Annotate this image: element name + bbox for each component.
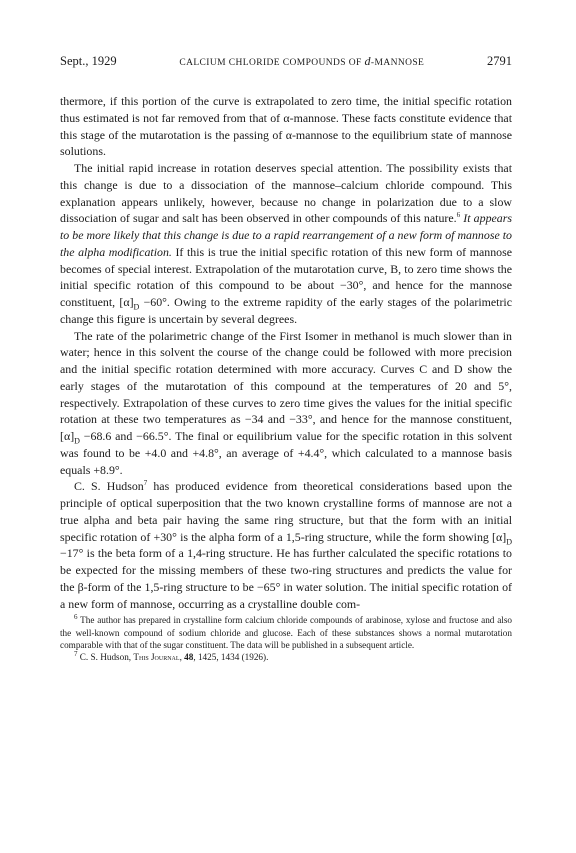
page-number: 2791 [487, 54, 512, 68]
footnote-ref-6[interactable]: 6 [456, 211, 461, 220]
footnote-7: $^7$ C. S. Hudson, This Journal, 48, 1425, 1434 (1926). [74, 650, 269, 663]
paragraph-1: thermore, if this portion of the curve is extrapolated to zero time, the initial specific rotation thus estimated is not far removed from that of α-mannose. These facts constitute evidence that this stage of the mutarotation is the passing of α-mannose to the equilibrium state of mannose solutions. [60, 94, 512, 159]
paragraph-3: The rate of the polarimetric change of the First Isomer in methanol is much slower than in water; hence in this solvent the course of the change could be followed with more precision and the initial specific rotation determined with more accuracy. Curves C and D show the early stages of the mutarotation of this compound at the temperatures of 20 and 5°, respectively. Extrapolation of these curves to zero time gives the values for the initial specific rotation at these two temperatures as −34 and −33°, and hence for the mannose constituent, $[\alpha]_D -68.6$ and −66.5°. The final or equilibrium value for the specific rotation in this solvent was found to be +4.0 and +4.8°, an average of +4.4°, which calculated to a mannose basis equals +8.9°. [60, 328, 512, 477]
header-date: Sept., 1929 [60, 54, 117, 68]
paragraph-4: C. S. Hudson$^7$ has produced evidence from theoretical considerations based upon the principle of optical superposition that the two known crystalline forms of mannose are not a true alpha and beta pair having the same ring structure, but that the form with an initial specific rotation of +30° is the alpha form of a 1,5-ring structure, while the form showing $[\alpha]_D -17^\circ$ is the beta form of a 1,4-ring structure. He has further calculated the specific rotations to be expected for the missing members of these two-ring structures and predicts the value for the β-form of the 1,5-ring structure to be −65° in water solution. The initial specific rotation of a new form of mannose, occurring as a crystalline double com- [60, 479, 513, 611]
article-body [60, 93, 512, 612]
footnote-6: $^6$ The author has prepared in crystalline form calcium chloride compounds of arabinose, xylose and fructose and also the well-known compound of sodium chloride and glucose. Each of these substances shows a normal mutarotation comparable with that of the sugar constituent. The data will be published in a subsequent article. [60, 613, 512, 651]
journal-page [60, 54, 512, 664]
running-header [60, 54, 512, 69]
paragraph-2: The initial rapid increase in rotation deserves special attention. The possibility exists that this change is due to a dissociation of the mannose–calcium chloride compound. This explanation appears unlikely, however, because no change in polarization due to a slow dissociation of sugar and salt has been observed in other compounds of this nature.$^6$ It appears to be more likely that this change is due to a rapid rearrangement of a new form of mannose to the alpha modification. If this is true the initial specific rotation of this new form of mannose becomes of special interest. Extrapolation of the mutarotation curve, B, to zero time shows the initial specific rotation of this compound to be about −30°, and hence for the mannose constituent, $[\alpha]_D -60^\circ$. Owing to the extreme rapidity of the early stages of the polarimetric change this figure is uncertain by several degrees. [60, 161, 512, 326]
footnote-ref-7[interactable]: 7 [143, 479, 148, 488]
header-title: CALCIUM CHLORIDE COMPOUNDS OF d-MANNOSE [179, 54, 425, 68]
footnotes [60, 614, 512, 664]
